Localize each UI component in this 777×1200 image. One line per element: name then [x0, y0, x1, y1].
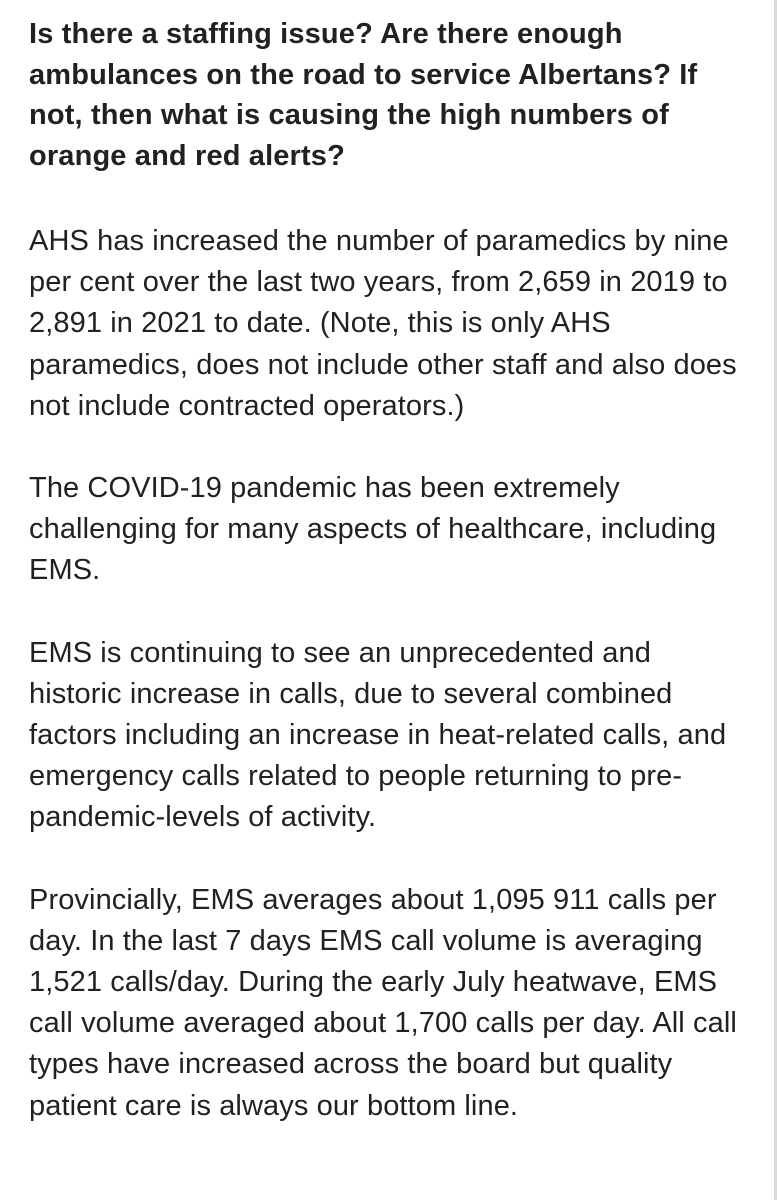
paragraph-call-increase: EMS is continuing to see an unprecedented and historic increase in calls, due to several combined factors including an increase in heat-related calls, and emergency calls related to people returning to pre-pandemic-levels of activity.: [29, 636, 727, 834]
paragraph-paramedic-staffing: AHS has increased the number of paramedics by nine per cent over the last two years, from 2,659 in 2019 to 2,891 in 2021 to date. (Note, this is only AHS paramedics, does not include other staff and also does not include contracted operators.): [29, 225, 737, 422]
paragraph-covid-challenges: The COVID-19 pandemic has been extremely challenging for many aspects of healthcare, including EMS.: [29, 472, 717, 587]
paragraph-call-volume: Provincially, EMS averages about 1,095 911 calls per day. In the last 7 days EMS call volume is averaging 1,521 calls/day. During the early July heatwave, EMS call volume averaged about 1,700 calls per day. All call types have increased across the board but quality patient care is always our bottom line.: [29, 883, 737, 1122]
question-heading: Is there a staffing issue? Are there enough ambulances on the road to service Albertans? If not, then what is causing the high numbers of orange and red alerts?: [29, 18, 698, 172]
article-body: [29, 14, 745, 1127]
